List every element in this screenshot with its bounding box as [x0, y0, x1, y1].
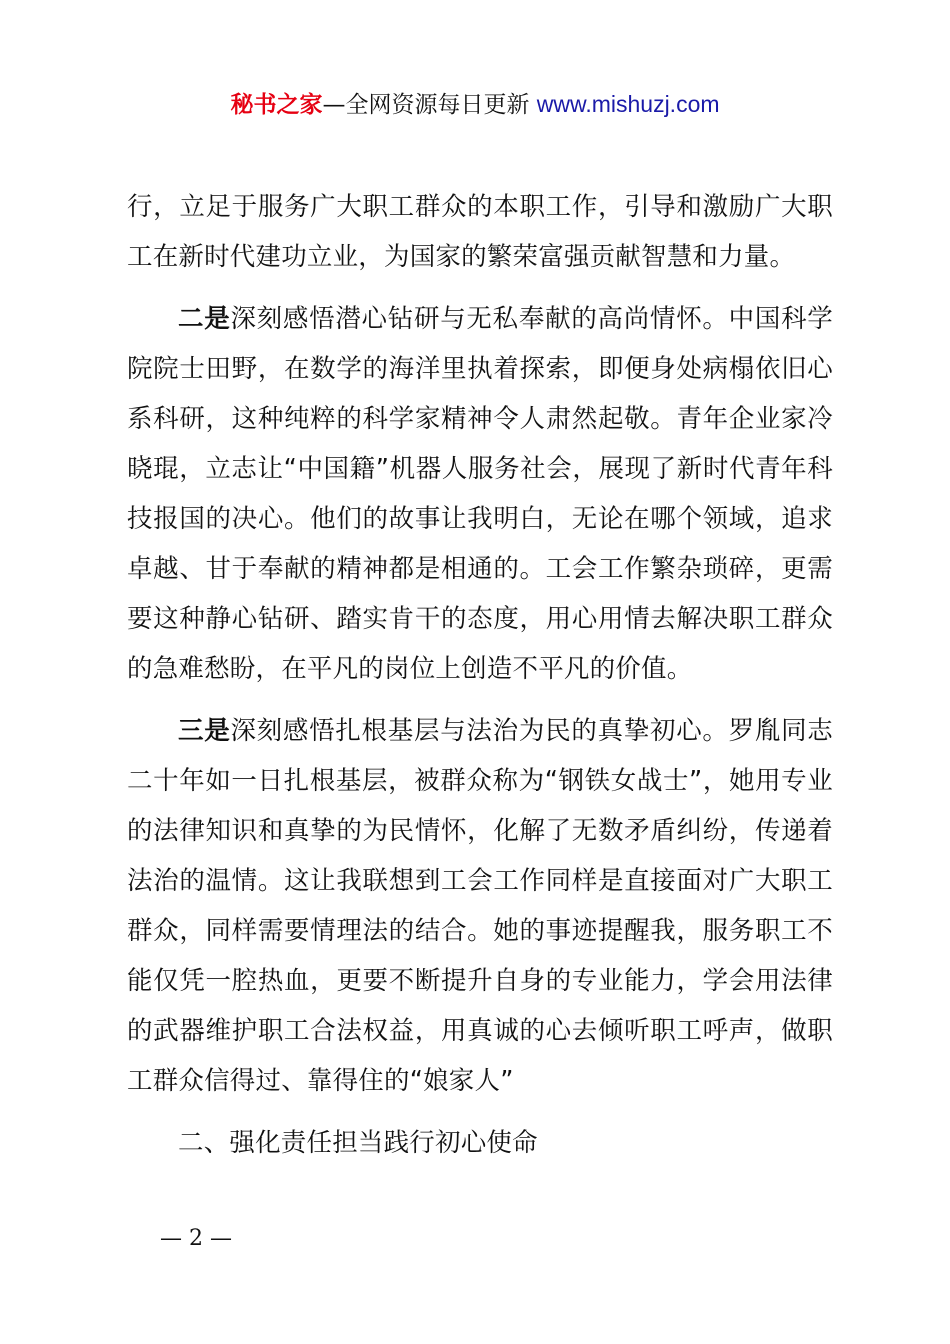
paragraph-point-two	[127, 294, 833, 694]
paragraph-text: 行，立足于服务广大职工群众的本职工作，引导和激励广大职工在新时代建功立业，为国家的繁荣富强贡献智慧和力量。	[127, 192, 833, 272]
site-tagline: —全网资源每日更新	[322, 92, 537, 118]
paragraph-continuation	[127, 182, 833, 282]
site-url-link[interactable]: www.mishuzj.com	[536, 91, 720, 117]
paragraph-lead: 三是	[178, 716, 231, 746]
page-number: — 2 —	[160, 1226, 232, 1251]
paragraph-text: 深刻感悟扎根基层与法治为民的真挚初心。罗胤同志二十年如一日扎根基层，被群众称为“钢铁女战士”，她用专业的法律知识和真挚的为民情怀，化解了无数矛盾纠纷，传递着法治的温情。这让我联想到工会工作同样是直接面对广大职工群众，同样需要情理法的结合。她的事迹提醒我，服务职工不能仅凭一腔热血，更要不断提升自身的专业能力，学会用法律的武器维护职工合法权益，用真诚的心去倾听职工呼声，做职工群众信得过、靠得住的“娘家人”	[127, 716, 833, 1096]
paragraph-text: 深刻感悟潜心钻研与无私奉献的高尚情怀。中国科学院院士田野，在数学的海洋里执着探索，即便身处病榻依旧心系科研，这种纯粹的科学家精神令人肃然起敬。青年企业家冷晓琨，立志让“中国籍”机器人服务社会，展现了新时代青年科技报国的决心。他们的故事让我明白，无论在哪个领域，追求卓越、甘于奉献的精神都是相通的。工会工作繁杂琐碎，更需要这种静心钻研、踏实肯干的态度，用心用情去解决职工群众的急难愁盼，在平凡的岗位上创造不平凡的价值。	[127, 304, 833, 684]
document-body	[127, 182, 833, 1168]
site-brand: 秘书之家	[230, 92, 323, 118]
paragraph-lead: 二是	[178, 304, 231, 334]
paragraph-point-three	[127, 706, 833, 1106]
site-header	[0, 84, 950, 125]
section-heading: 二、强化责任担当践行初心使命	[178, 1128, 538, 1158]
